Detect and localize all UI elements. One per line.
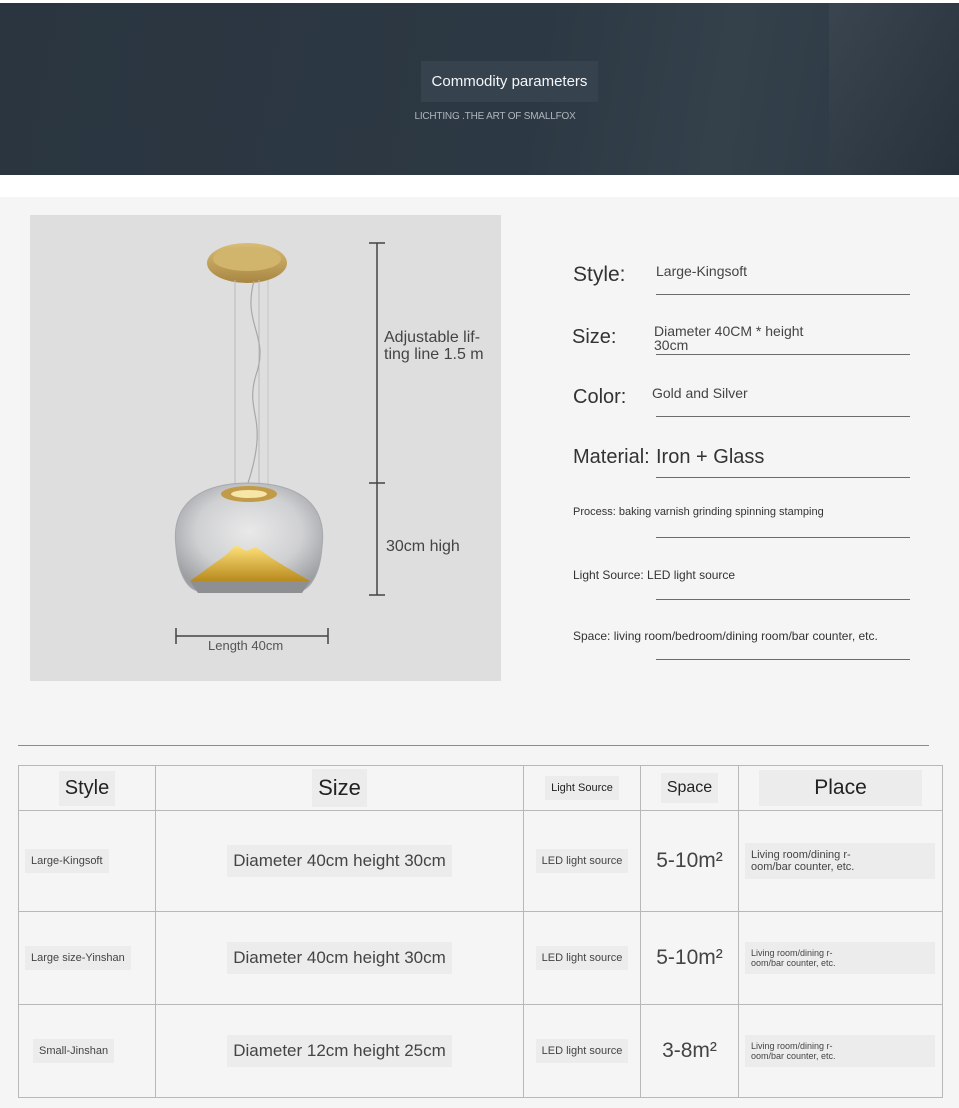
- spec-table: [18, 765, 943, 1098]
- light-source-text: Light Source: LED light source: [573, 568, 736, 582]
- table-row: [19, 811, 943, 912]
- header-size: Size: [156, 766, 524, 811]
- row-place: Living room/dining r- oom/bar counter, etc.: [739, 912, 943, 1005]
- material-underline: [656, 477, 910, 478]
- material-label: Material:: [573, 446, 650, 468]
- header-place: Place: [739, 766, 943, 811]
- header-light-source: Light Source: [524, 766, 641, 811]
- space-underline: [656, 659, 910, 660]
- length-label: Length 40cm: [208, 638, 284, 653]
- row-model: Small-Jinshan: [19, 1005, 156, 1098]
- row-space: 5-10m²: [641, 912, 739, 1005]
- row-model: Large size-Yinshan: [19, 912, 156, 1005]
- light-source-underline: [656, 599, 910, 600]
- row-model: Large-Kingsoft: [19, 811, 156, 912]
- section-divider: [18, 745, 929, 746]
- material-value: Iron + Glass: [656, 446, 765, 468]
- row-light: LED light source: [524, 811, 641, 912]
- banner-shade: [829, 3, 959, 175]
- row-place: Living room/dining r- oom/bar counter, etc.: [739, 1005, 943, 1098]
- row-space: 5-10m²: [641, 811, 739, 912]
- lift-line-label: Adjustable lif-ting line 1.5 m: [384, 329, 484, 363]
- header-space: Space: [641, 766, 739, 811]
- row-place: Living room/dining r- oom/bar counter, etc.: [739, 811, 943, 912]
- banner-title: Commodity parameters: [421, 61, 598, 102]
- header-style: Style: [19, 766, 156, 811]
- process-text: Process: baking varnish grinding spinning stamping: [573, 506, 824, 518]
- table-row: [19, 1005, 943, 1098]
- style-underline: [656, 294, 910, 295]
- color-value: Gold and Silver: [652, 385, 748, 401]
- size-label: Size:: [572, 326, 617, 348]
- product-photo: [30, 215, 501, 681]
- header-banner: [0, 3, 959, 175]
- row-light: LED light source: [524, 912, 641, 1005]
- table-header-row: [19, 766, 943, 811]
- pendant-lamp-illustration: [30, 215, 501, 681]
- space-text: Space: living room/bedroom/dining room/bar counter, etc.: [573, 629, 878, 643]
- size-value-line2: 30cm: [654, 337, 689, 353]
- table-row: [19, 912, 943, 1005]
- row-size: Diameter 40cm height 30cm: [156, 912, 524, 1005]
- color-underline: [656, 416, 910, 417]
- style-label: Style:: [573, 263, 626, 286]
- row-light: LED light source: [524, 1005, 641, 1098]
- row-space: 3-8m²: [641, 1005, 739, 1098]
- style-value: Large-Kingsoft: [656, 263, 748, 279]
- process-underline: [656, 537, 910, 538]
- size-underline: [656, 354, 910, 355]
- row-size: Diameter 40cm height 30cm: [156, 811, 524, 912]
- size-value-line1: Diameter 40CM * height: [654, 323, 804, 339]
- color-label: Color:: [573, 386, 627, 408]
- row-size: Diameter 12cm height 25cm: [156, 1005, 524, 1098]
- banner-subtitle: LICHTING .THE ART OF SMALLFOX: [414, 111, 576, 122]
- height-label: 30cm high: [386, 538, 460, 555]
